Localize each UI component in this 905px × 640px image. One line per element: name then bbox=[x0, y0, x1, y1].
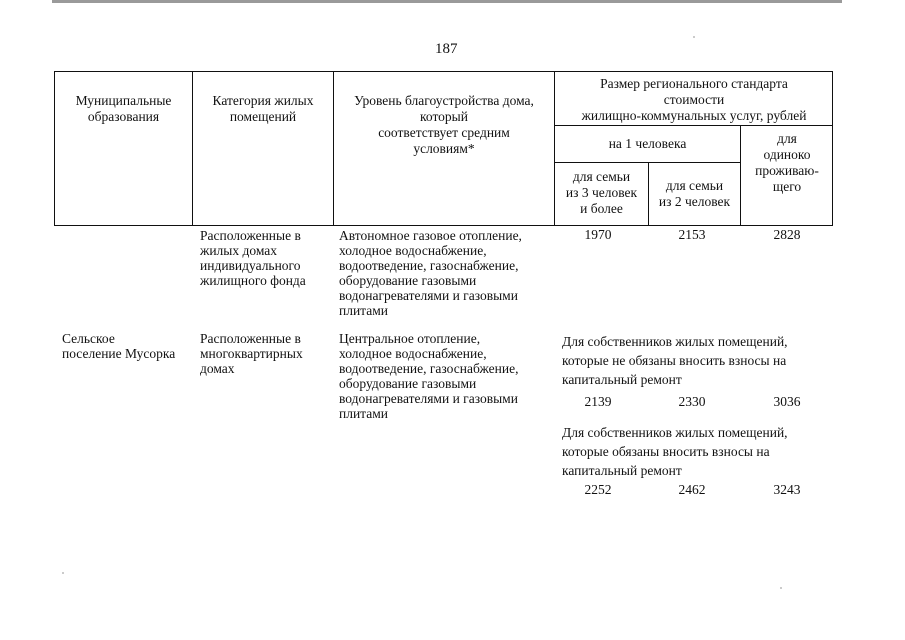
row1-value-family3: 1970 bbox=[584, 227, 612, 242]
header-regional-standard: Размер регионального стандарта стоимости жилищно-коммунальных услуг, рублей bbox=[581, 76, 807, 123]
row2-comfort-level: Центральное отопление, холодное водоснабжение, водоотведение, газоснабжение, оборудование газовыми водонагревателями и газовыми плитами bbox=[339, 331, 519, 421]
scan-speck bbox=[62, 572, 64, 574]
header-rule bbox=[554, 125, 833, 126]
header-category: Категория жилых помещений bbox=[212, 93, 314, 124]
header-family-3: для семьи из 3 человек и более bbox=[565, 169, 638, 216]
header-single-resident: для одиноко проживаю- щего bbox=[755, 131, 819, 194]
header-comfort-level: Уровень благоустройства дома, который соответствует средним условиям* bbox=[354, 93, 534, 156]
header-per-person: на 1 человека bbox=[608, 136, 687, 151]
header-family-2: для семьи из 2 человек bbox=[658, 178, 731, 209]
row1-value-single: 2828 bbox=[773, 227, 801, 242]
row2-group1-value-single: 3036 bbox=[773, 394, 801, 409]
row2-group2-value-single: 3243 bbox=[773, 482, 801, 497]
scan-speck bbox=[693, 36, 695, 38]
row1-value-family2: 2153 bbox=[678, 227, 706, 242]
row2-group1-value-family3: 2139 bbox=[584, 394, 612, 409]
row1-comfort-level: Автономное газовое отопление, холодное водоснабжение, водоотведение, газоснабжение, оборудование газовыми водонагревателями и газовыми плитами bbox=[339, 228, 522, 318]
header-rule bbox=[554, 162, 740, 163]
row2-category: Расположенные в многоквартирных домах bbox=[200, 331, 303, 376]
page-number: 187 bbox=[435, 41, 458, 57]
row1-category: Расположенные в жилых домах индивидуального жилищного фонда bbox=[200, 228, 306, 288]
row2-group1-value-family2: 2330 bbox=[678, 394, 706, 409]
row2-municipality: Сельское поселение Мусорка bbox=[62, 331, 176, 361]
row2-group2-note: Для собственников жилых помещений, которые обязаны вносить взносы на капитальный ремонт bbox=[562, 425, 788, 478]
row2-group2-value-family2: 2462 bbox=[678, 482, 706, 497]
scan-edge bbox=[52, 0, 842, 3]
row2-group2-value-family3: 2252 bbox=[584, 482, 612, 497]
row2-group1-note: Для собственников жилых помещений, которые не обязаны вносить взносы на капитальный ремонт bbox=[562, 334, 788, 387]
header-municipality: Муниципальные образования bbox=[75, 93, 172, 124]
scan-speck bbox=[780, 587, 782, 589]
